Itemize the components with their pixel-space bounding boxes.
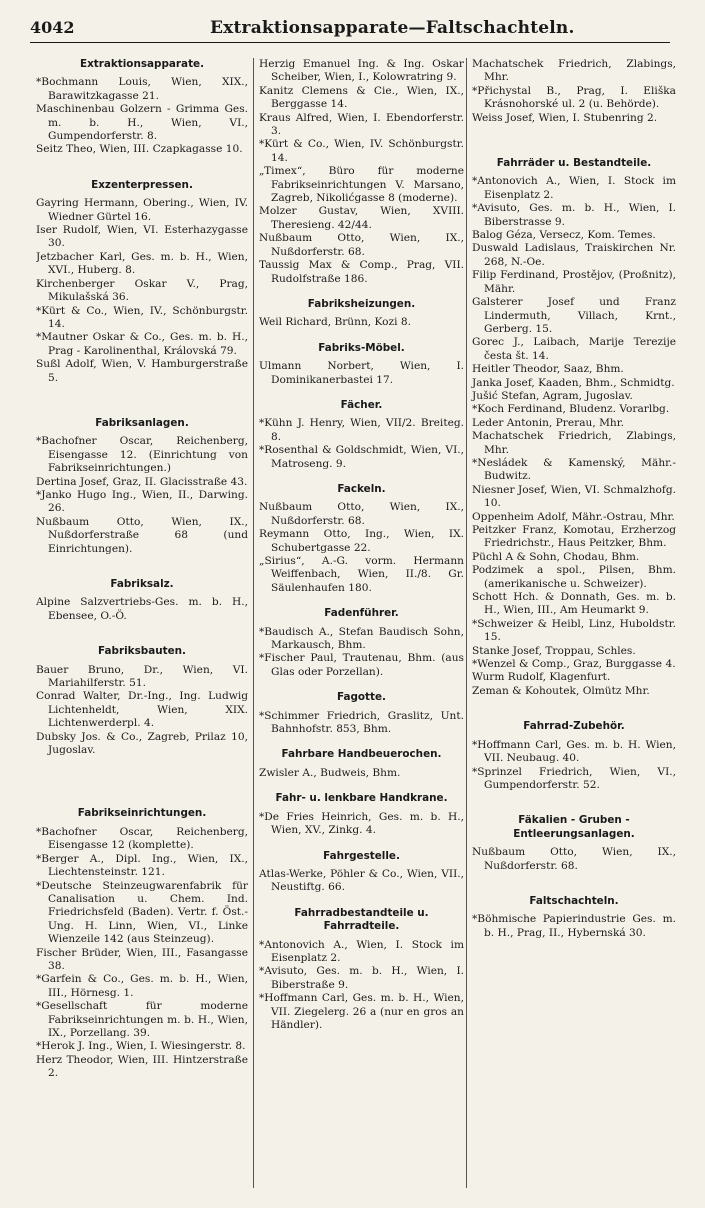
directory-entry: Kraus Alfred, Wien, I. Ebendorferstr. 3. xyxy=(259,111,464,138)
directory-entry: *Herok J. Ing., Wien, I. Wiesingerstr. 8. xyxy=(36,1040,246,1053)
directory-entry: *Baudisch A., Stefan Baudisch Sohn, Markausch, Bhm. xyxy=(259,625,464,652)
directory-entry: Gorec J., Laibach, Marije Terezije česta št. 14. xyxy=(472,336,676,362)
directory-entry: Filip Ferdinand, Prostějov, (Proßnitz), Mähr. xyxy=(472,269,676,295)
directory-entry: Oppenheim Adolf, Mähr.-Ostrau, Mhr. xyxy=(472,510,675,523)
section-heading: Fahrrad-Zubehör. xyxy=(523,720,625,733)
directory-entry: Püchl A & Sohn, Chodau, Bhm. xyxy=(472,550,640,563)
directory-entry: Zeman & Kohoutek, Olmütz Mhr. xyxy=(472,684,650,697)
section-heading: Fächer. xyxy=(340,398,383,411)
page-number: 4042 xyxy=(30,18,75,37)
directory-entry: *Hoffmann Carl, Ges. m. b. H., Wien, VII. Ziegelerg. 26 a (nur en gros an Händler). xyxy=(259,992,464,1031)
directory-entry: *Janko Hugo Ing., Wien, II., Darwing. 26. xyxy=(36,488,248,515)
directory-entry: Jušić Stefan, Agram, Jugoslav. xyxy=(472,389,633,402)
directory-entry: Nußbaum Otto, Wien, IX., Nußdorferstraße 68 (und Einrichtungen). xyxy=(36,515,248,555)
directory-entry: *Rosenthal & Goldschmidt, Wien, VI., Matroseng. 9. xyxy=(259,444,464,470)
directory-entry: *Mautner Oskar & Co., Ges. m. b. H., Prag - Karolinenthal, Královská 79. xyxy=(36,331,248,357)
directory-entry: Herz Theodor, Wien, III. Hintzerstraße 2. xyxy=(36,1053,248,1080)
section-heading: Fahrräder u. Bestandteile. xyxy=(496,157,652,170)
directory-entry: *Hoffmann Carl, Ges. m. b. H. Wien, VII. Neubaug. 40. xyxy=(472,738,676,765)
section-heading: Fabriksanlagen. xyxy=(95,416,189,429)
directory-entry: Peitzker Franz, Komotau, Erzherzog Friedrichstr., Haus Peitzker, Bhm. xyxy=(472,524,676,550)
directory-entry: *Antonovich A., Wien, I. Stock im Eisenplatz 2. xyxy=(472,175,676,201)
directory-entry: Gayring Hermann, Obering., Wien, IV. Wiedner Gürtel 16. xyxy=(36,197,248,223)
directory-entry: Herzig Emanuel Ing. & Ing. Oskar Scheiber, Wien, I., Kolowratring 9. xyxy=(259,58,464,84)
directory-entry: Zwisler A., Budweis, Bhm. xyxy=(259,766,401,779)
directory-entry: *Bochmann Louis, Wien, XIX., Barawitzkagasse 21. xyxy=(36,76,248,102)
directory-entry: *Kühn J. Henry, Wien, VII/2. Breiteg. 8. xyxy=(259,417,464,443)
directory-entry: Machatschek Friedrich, Zlabings, Mhr. xyxy=(472,430,676,456)
directory-entry: Leder Antonin, Prerau, Mhr. xyxy=(472,416,624,429)
section-heading: Fabriksbauten. xyxy=(98,645,186,658)
directory-entry: Weil Richard, Brünn, Kozi 8. xyxy=(259,316,411,329)
directory-entry: Iser Rudolf, Wien, VI. Esterhazygasse 30. xyxy=(36,224,248,250)
directory-entry: Machatschek Friedrich, Zlabings, Mhr. xyxy=(472,58,676,84)
directory-entry: Wurm Rudolf, Klagenfurt. xyxy=(472,671,611,684)
directory-entry: *Antonovich A., Wien, I. Stock im Eisenplatz 2. xyxy=(259,938,464,964)
directory-entry: Kirchenberger Oskar V., Prag, Mikulašská 36. xyxy=(36,277,248,304)
directory-entry: *De Fries Heinrich, Ges. m. b. H., Wien, XV., Zinkg. 4. xyxy=(259,810,464,837)
directory-entry: *Koch Ferdinand, Bludenz. Vorarlbg. xyxy=(472,403,670,416)
column-2 xyxy=(253,58,464,1188)
section-heading: Fahr- u. lenkbare Handkrane. xyxy=(275,792,448,805)
directory-entry: Nußbaum Otto, Wien, IX., Nußdorferstr. 68. xyxy=(259,501,464,527)
directory-entry: *Avisuto, Ges. m. b. H., Wien, I. Biberstraße 9. xyxy=(259,965,464,991)
directory-entry: *Fischer Paul, Trautenau, Bhm. (aus Glas oder Porzellan). xyxy=(259,652,464,678)
directory-entry: Dubsky Jos. & Co., Zagreb, Prilaz 10, Jugoslav. xyxy=(36,730,248,757)
page-header xyxy=(30,14,670,43)
directory-entry: Galsterer Josef und Franz Lindermuth, Villach, Krnt., Gerberg. 15. xyxy=(472,296,676,335)
directory-entry: *Deutsche Steinzeugwarenfabrik für Canalisation u. Chem. Ind. Friedrichsfeld (Baden). Vertr. f. Öst.-Ung. H. Linn, Wien, VI., Linke Wienzeile 142 (aus Steinzeug). xyxy=(36,879,248,946)
directory-entry: Duswald Ladislaus, Traiskirchen Nr. 268, N.-Oe. xyxy=(472,242,676,268)
directory-entry: Ulmann Norbert, Wien, I. Dominikanerbastei 17. xyxy=(259,360,464,386)
directory-entry: Janka Josef, Kaaden, Bhm., Schmidtg. xyxy=(472,376,675,389)
section-heading: Fahrradbestandteile u. Fahrradteile. xyxy=(294,906,429,933)
directory-entry: Stanke Josef, Troppau, Schles. xyxy=(472,644,636,657)
directory-entry: *Böhmische Papierindustrie Ges. m. b. H., Prag, II., Hybernská 30. xyxy=(472,913,676,939)
section-heading: Fahrbare Handbeuerochen. xyxy=(281,748,442,761)
directory-entry: Sußl Adolf, Wien, V. Hamburgerstraße 5. xyxy=(36,358,248,384)
directory-entry: *Schimmer Friedrich, Graslitz, Unt. Bahnhofstr. 853, Bhm. xyxy=(259,709,464,736)
section-heading: Exzenterpressen. xyxy=(91,178,193,191)
directory-entry: Weiss Josef, Wien, I. Stubenring 2. xyxy=(472,111,658,124)
directory-entry: „Sirius“, A.-G. vorm. Hermann Weiffenbach, Wien, II./8. Gr. Säulenhaufen 180. xyxy=(259,555,464,594)
directory-entry: Molzer Gustav, Wien, XVIII. Theresieng. 42/44. xyxy=(259,205,464,231)
directory-entry: Kanitz Clemens & Cie., Wien, IX., Berggasse 14. xyxy=(259,84,464,111)
directory-entry: Taussig Max & Comp., Prag, VII. Rudolfstraße 186. xyxy=(259,259,464,285)
directory-entry: Nußbaum Otto, Wien, IX., Nußdorferstr. 68. xyxy=(259,232,464,258)
directory-entry: Jetzbacher Karl, Ges. m. b. H., Wien, XVI., Huberg. 8. xyxy=(36,250,248,277)
section-heading: Fabriksheizungen. xyxy=(307,297,416,310)
directory-entry: Nußbaum Otto, Wien, IX., Nußdorferstr. 68. xyxy=(472,846,676,872)
directory-entry: Niesner Josef, Wien, VI. Schmalzhofg. 10. xyxy=(472,483,676,510)
section-heading: Fadenführer. xyxy=(324,607,399,620)
section-heading: Fäkalien - Gruben - Entleerungsanlagen. xyxy=(513,814,635,840)
directory-entry: *Přichystal B., Prag, I. Eliška Krásnohorské ul. 2 (u. Behörde). xyxy=(472,84,676,111)
directory-entry: Maschinenbau Golzern - Grimma Ges. m. b. H., Wien, VI., Gumpendorferstr. 8. xyxy=(36,103,248,143)
page-title: Extraktionsapparate—Faltschachteln. xyxy=(210,18,575,38)
directory-entry: Bauer Bruno, Dr., Wien, VI. Mariahilferstr. 51. xyxy=(36,663,248,690)
directory-entry: Dertina Josef, Graz, II. Glacisstraße 43. xyxy=(36,475,248,488)
directory-entry: *Bachofner Oscar, Reichenberg, Eisengasse 12. (Einrichtung von Fabrikseinrichtungen.) xyxy=(36,435,248,475)
section-heading: Fabriks-Möbel. xyxy=(318,341,405,354)
section-heading: Fabriksalz. xyxy=(110,578,174,590)
section-heading: Fahrgestelle. xyxy=(323,849,400,862)
directory-entry: *Bachofner Oscar, Reichenberg, Eisengasse 12 (komplette). xyxy=(36,825,248,852)
directory-entry: Alpine Salzvertriebs-Ges. m. b. H., Ebensee, O.-Ö. xyxy=(36,596,248,622)
directory-entry: Podzimek a spol., Pilsen, Bhm. (amerikanische u. Schweizer). xyxy=(472,564,676,590)
directory-entry: „Timex“, Büro für moderne Fabrikseinrichtungen V. Marsano, Zagreb, Nikolićgasse 8 (moderne). xyxy=(259,165,464,205)
section-heading: Extraktionsapparate. xyxy=(79,58,205,70)
section-heading: Fabrikseinrichtungen. xyxy=(77,807,207,820)
directory-entry: *Berger A., Dipl. Ing., Wien, IX., Liechtensteinstr. 121. xyxy=(36,852,248,879)
directory-entry: *Garfein & Co., Ges. m. b. H., Wien, III., Hörnesg. 1. xyxy=(36,973,248,999)
directory-entry: *Schweizer & Heibl, Linz, Huboldstr. 15. xyxy=(472,617,676,644)
directory-entry: *Gesellschaft für moderne Fabrikseinrichtungen m. b. H., Wien, IX., Porzellang. 39. xyxy=(36,1000,248,1039)
directory-entry: *Nesládek & Kamenský, Mähr.-Budwitz. xyxy=(472,456,676,483)
directory-entry: Schott Hch. & Donnath, Ges. m. b. H., Wien, III., Am Heumarkt 9. xyxy=(472,591,676,617)
directory-entry: *Sprinzel Friedrich, Wien, VI., Gumpendorferstr. 52. xyxy=(472,765,676,791)
directory-entry: *Avisuto, Ges. m. b. H., Wien, I. Biberstrasse 9. xyxy=(472,202,676,228)
column-3 xyxy=(466,58,676,1188)
section-heading: Fagotte. xyxy=(336,691,386,704)
directory-entry: Fischer Brüder, Wien, III., Fasangasse 38. xyxy=(36,946,248,972)
directory-entry: Balog Géza, Versecz, Kom. Temes. xyxy=(472,229,656,242)
column-1 xyxy=(36,58,248,1188)
directory-entry: Atlas-Werke, Pöhler & Co., Wien, VII., Neustiftg. 66. xyxy=(259,867,464,894)
directory-entry: *Wenzel & Comp., Graz, Burggasse 4. xyxy=(472,658,676,671)
section-heading: Fackeln. xyxy=(337,482,386,495)
directory-columns xyxy=(36,58,676,1188)
directory-entry: *Kürt & Co., Wien, IV., Schönburgstr. 14. xyxy=(36,304,248,330)
directory-entry: *Kürt & Co., Wien, IV. Schönburgstr. 14. xyxy=(259,138,464,164)
section-heading: Faltschachteln. xyxy=(529,894,619,907)
directory-entry: Heitler Theodor, Saaz, Bhm. xyxy=(472,363,624,376)
directory-entry: Seitz Theo, Wien, III. Czapkagasse 10. xyxy=(36,143,243,156)
directory-entry: Reymann Otto, Ing., Wien, IX. Schubertgasse 22. xyxy=(259,528,464,554)
directory-entry: Conrad Walter, Dr.-Ing., Ing. Ludwig Lichtenheldt, Wien, XIX. Lichtenwerderpl. 4. xyxy=(36,690,248,730)
